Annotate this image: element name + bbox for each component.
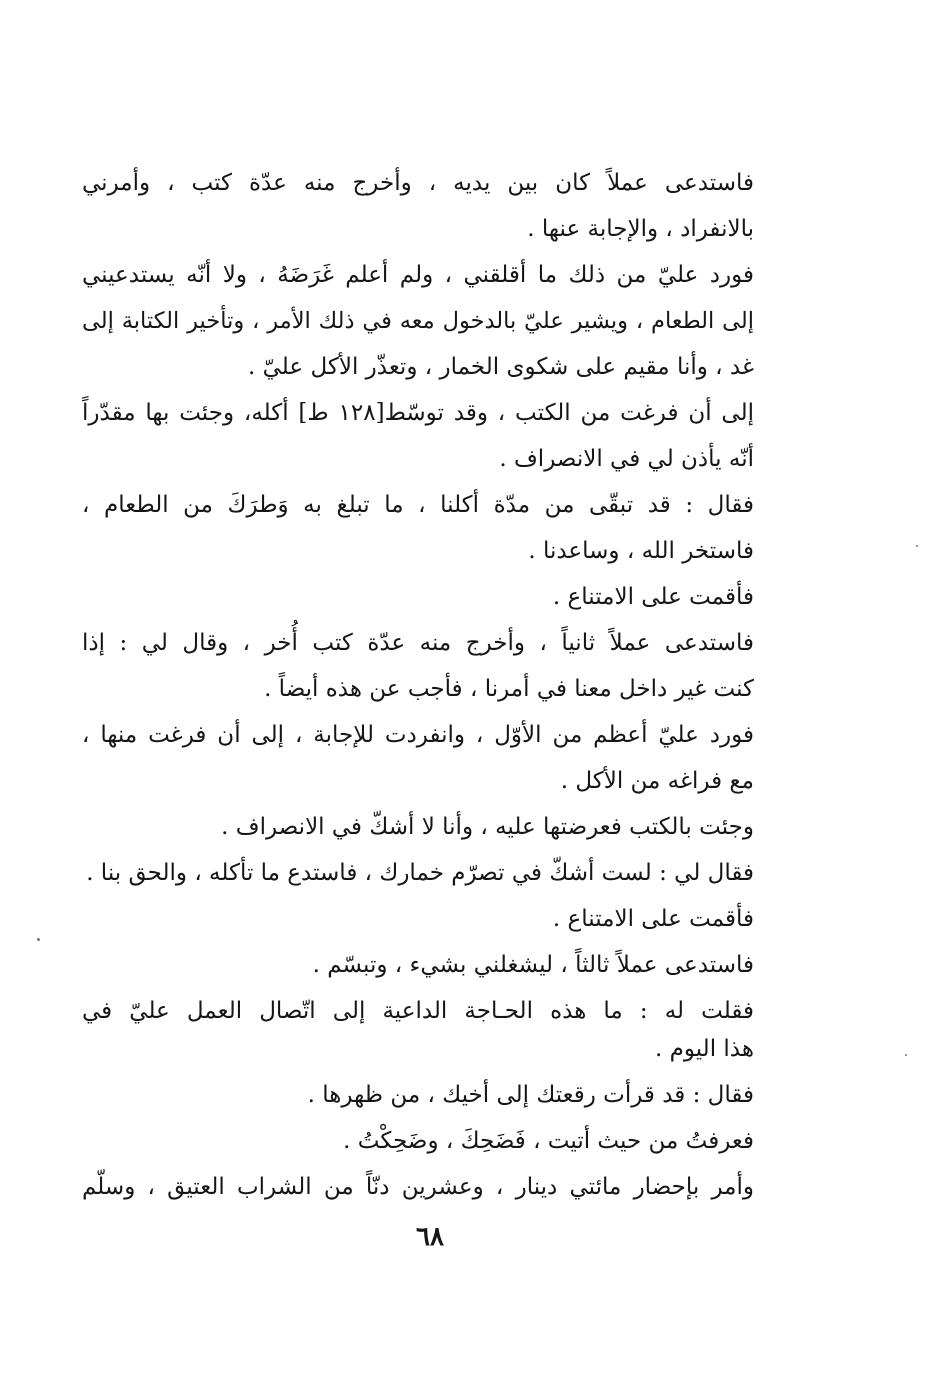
scan-speck [905, 1054, 907, 1056]
text-line-1: فاستدعى عملاً كان بين يديه ، وأخرج منه عدّة كتب ، وأمرني [82, 170, 754, 196]
text-line-23: وأمر بإحضار مائتي دينار ، وعشرين دنّاً من الشراب العتيق ، وسلّم [82, 1174, 754, 1200]
text-line-3: فورد عليّ من ذلك ما أقلقني ، ولم أعلم غَرَضَهُ ، ولا أنّه يستدعيني [82, 262, 754, 288]
text-line-9: فاستخر الله ، وساعدنا . [528, 538, 754, 564]
text-line-18: فاستدعى عملاً ثالثاً ، ليشغلني بشيء ، وتبسّم . [312, 952, 754, 978]
text-line-15: وجئت بالكتب فعرضتها عليه ، وأنا لا أشكّ في الانصراف . [221, 814, 754, 840]
text-line-12: كنت غير داخل معنا في أمرنا ، فأجب عن هذه أيضاً . [264, 676, 754, 702]
page-number: ٦٨ [416, 1222, 444, 1252]
text-line-6: إلى أن فرغت من الكتب ، وقد توسّط[١٢٨ ط] أكله، وجئت بها مقدّراً [82, 400, 755, 426]
text-line-11: فاستدعى عملاً ثانياً ، وأخرج منه عدّة كتب أُخر ، وقال لي : إذا [82, 630, 754, 656]
scan-speck [37, 938, 40, 941]
text-line-4: إلى الطعام ، ويشير عليّ بالدخول معه في ذلك الأمر ، وتأخير الكتابة إلى [82, 308, 754, 334]
text-line-20: هذا اليوم . [655, 1036, 754, 1062]
text-line-21: فقال : قد قرأت رقعتك إلى أخيك ، من ظهرها . [307, 1082, 754, 1108]
text-line-16: فقال لي : لست أشكّ في تصرّم خمارك ، فاستدع ما تأكله ، والحق بنا . [86, 860, 754, 886]
text-line-8: فقال : قد تبقّى من مدّة أكلنا ، ما تبلغ به وَطرَكَ من الطعام ، [82, 492, 754, 518]
text-line-19: فقلت له : ما هذه الحـاجة الداعية إلى اتّصال العمل عليّ في [82, 998, 754, 1024]
text-line-14: مع فراغه من الأكل . [560, 768, 754, 794]
text-line-2: بالانفراد ، والإجابة عنها . [527, 216, 754, 242]
text-line-22: فعرفتُ من حيث أتيت ، فَضَحِكَ ، وضَحِكْتُ . [343, 1128, 754, 1154]
text-line-10: فأقمت على الامتناع . [552, 584, 754, 610]
text-line-5: غد ، وأنا مقيم على شكوى الخمار ، وتعذّر الأكل عليّ . [248, 354, 754, 380]
scan-speck [916, 545, 918, 547]
text-line-7: أنّه يأذن لي في الانصراف . [499, 446, 754, 472]
text-line-13: فورد عليّ أعظم من الأوّل ، وانفردت للإجابة ، إلى أن فرغت منها ، [82, 722, 754, 748]
text-line-17: فأقمت على الامتناع . [552, 906, 754, 932]
